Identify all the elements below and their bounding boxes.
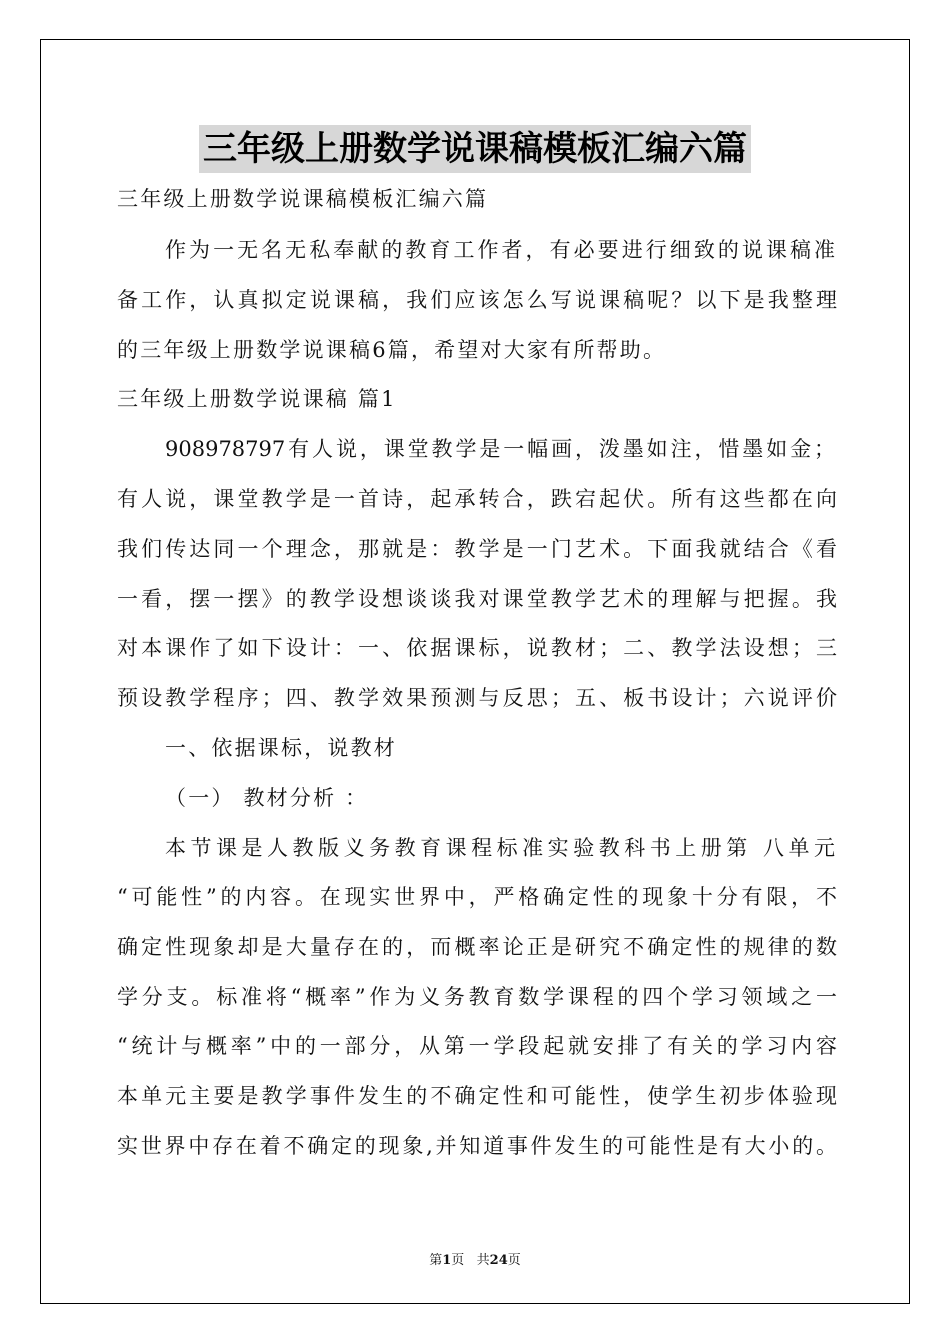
- paragraph-line: 的三年级上册数学说课稿6篇，希望对大家有所帮助。: [117, 338, 667, 362]
- title-container: [0, 125, 950, 173]
- paragraph-line: 学分支。标准将“概率”作为义务教育数学课程的四个学习领域之一: [117, 985, 837, 1009]
- subtitle-line: 三年级上册数学说课稿模板汇编六篇: [117, 187, 489, 211]
- paragraph-line: 908978797有人说，课堂教学是一幅画，泼墨如注，惜墨如金；: [165, 437, 835, 461]
- footer-page-number: 1: [442, 1253, 452, 1268]
- paragraph-line: 有人说，课堂教学是一首诗，起承转合，跌宕起伏。所有这些都在向: [117, 487, 837, 511]
- paragraph-line: 对本课作了如下设计：一、依据课标，说教材；二、教学法设想；三: [117, 636, 837, 660]
- paragraph-line: 我们传达同一个理念，那就是：教学是一门艺术。下面我就结合《看: [117, 537, 837, 561]
- footer-total-pages: 24: [489, 1253, 508, 1268]
- paragraph-line: 一看，摆一摆》的教学设想谈谈我对课堂教学艺术的理解与把握。我: [117, 587, 837, 611]
- subheading: （一） 教材分析 ：: [165, 786, 369, 810]
- paragraph-line: “统计与概率”中的一部分，从第一学段起就安排了有关的学习内容: [117, 1034, 837, 1058]
- footer-mid: 页 共: [451, 1253, 490, 1268]
- paragraph-line: “可能性”的内容。在现实世界中，严格确定性的现象十分有限，不: [117, 885, 837, 909]
- paragraph-line: 本单元主要是教学事件发生的不确定性和可能性，使学生初步体验现: [117, 1084, 837, 1108]
- paragraph-line: 备工作，认真拟定说课稿，我们应该怎么写说课稿呢？以下是我整理: [117, 288, 837, 312]
- footer-prefix: 第: [429, 1253, 443, 1268]
- footer-suffix: 页: [507, 1253, 521, 1268]
- paragraph-line: 预设教学程序；四、教学效果预测与反思；五、板书设计；六说评价: [117, 686, 837, 710]
- paragraph-line: 作为一无名无私奉献的教育工作者，有必要进行细致的说课稿准: [165, 238, 835, 262]
- paragraph-line: 确定性现象却是大量存在的，而概率论正是研究不确定性的规律的数: [117, 935, 837, 959]
- document-title: 三年级上册数学说课稿模板汇编六篇: [199, 125, 751, 173]
- paragraph-line: 本节课是人教版义务教育课程标准实验教科书上册第 八单元: [165, 836, 835, 860]
- section-heading: 三年级上册数学说课稿 篇1: [117, 387, 397, 411]
- page-border: [40, 39, 910, 1304]
- paragraph-line: 实世界中存在着不确定的现象,并知道事件发生的可能性是有大小的。: [117, 1134, 837, 1158]
- subheading: 一、依据课标，说教材: [165, 736, 397, 760]
- page-footer: [0, 1249, 950, 1268]
